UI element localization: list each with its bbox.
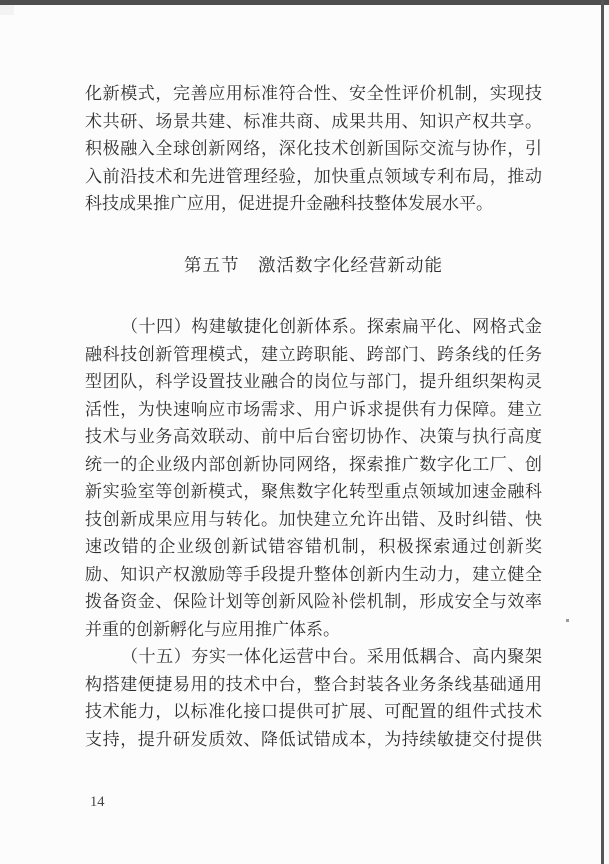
- text-line: 速改错的企业级创新试错容错机制，积极探索通过创新奖: [85, 537, 542, 556]
- text-line: （十四）构建敏捷化创新体系。探索扁平化、网格式金: [121, 317, 542, 336]
- text-line: 技创新成果应用与转化。加快建立允许出错、及时纠错、快: [85, 509, 542, 529]
- text-line: 积极融入全球创新网络，深化技术创新国际交流与协作，引: [85, 139, 542, 158]
- section-heading-row: [85, 251, 542, 279]
- text-line: 支持，提升研发质效、降低试错成本，为持续敏捷交付提供: [85, 729, 542, 749]
- text-line: 励、知识产权激励等手段提升整体创新内生动力，建立健全: [85, 564, 542, 584]
- paragraph-item-15: [85, 643, 542, 753]
- paragraph-continuation: [85, 80, 542, 218]
- text-line: 统一的企业级内部创新协同网络，探索推广数字化工厂、创: [85, 454, 542, 474]
- text-line: 术共研、场景共建、标准共商、成果共用、知识产权共享。: [85, 111, 542, 131]
- text-line: 化新模式，完善应用标准符合性、安全性评价机制，实现技: [85, 84, 542, 103]
- paragraph-item-14: [85, 313, 542, 643]
- section-heading: 第五节 激活数字化经营新动能: [184, 255, 443, 275]
- text-line: 新实验室等创新模式，聚焦数字化转型重点领域加速金融科: [85, 482, 542, 501]
- text-line: （十五）夯实一体化运营中台。采用低耦合、高内聚架: [121, 647, 542, 666]
- page-number: 14: [90, 794, 105, 810]
- text-line: 科技成果推广应用，促进提升金融科技整体发展水平。: [85, 194, 493, 213]
- text-line: 并重的创新孵化与应用推广体系。: [85, 619, 340, 639]
- text-line: 型团队，科学设置技业融合的岗位与部门，提升组织架构灵: [85, 372, 542, 391]
- text-line: 入前沿技术和先进管理经验，加快重点领域专利布局，推动: [85, 166, 542, 186]
- scan-speck: [566, 619, 569, 622]
- text-line: 融科技创新管理模式，建立跨职能、跨部门、跨条线的任务: [85, 344, 542, 364]
- scan-corner-mark: [0, 5, 14, 15]
- text-line: 技术与业务高效联动、前中后台密切协作、决策与执行高度: [85, 427, 542, 446]
- text-line: 拨备资金、保险计划等创新风险补偿机制，形成安全与效率: [85, 592, 542, 611]
- text-line: 活性，为快速响应市场需求、用户诉求提供有力保障。建立: [85, 399, 542, 419]
- scan-edge-right: [601, 0, 604, 864]
- scan-edge-top: [0, 0, 609, 5]
- text-line: 构搭建便捷易用的技术中台，整合封装各业务条线基础通用: [85, 674, 542, 694]
- text-line: 技术能力，以标准化接口提供可扩展、可配置的组件式技术: [85, 702, 542, 721]
